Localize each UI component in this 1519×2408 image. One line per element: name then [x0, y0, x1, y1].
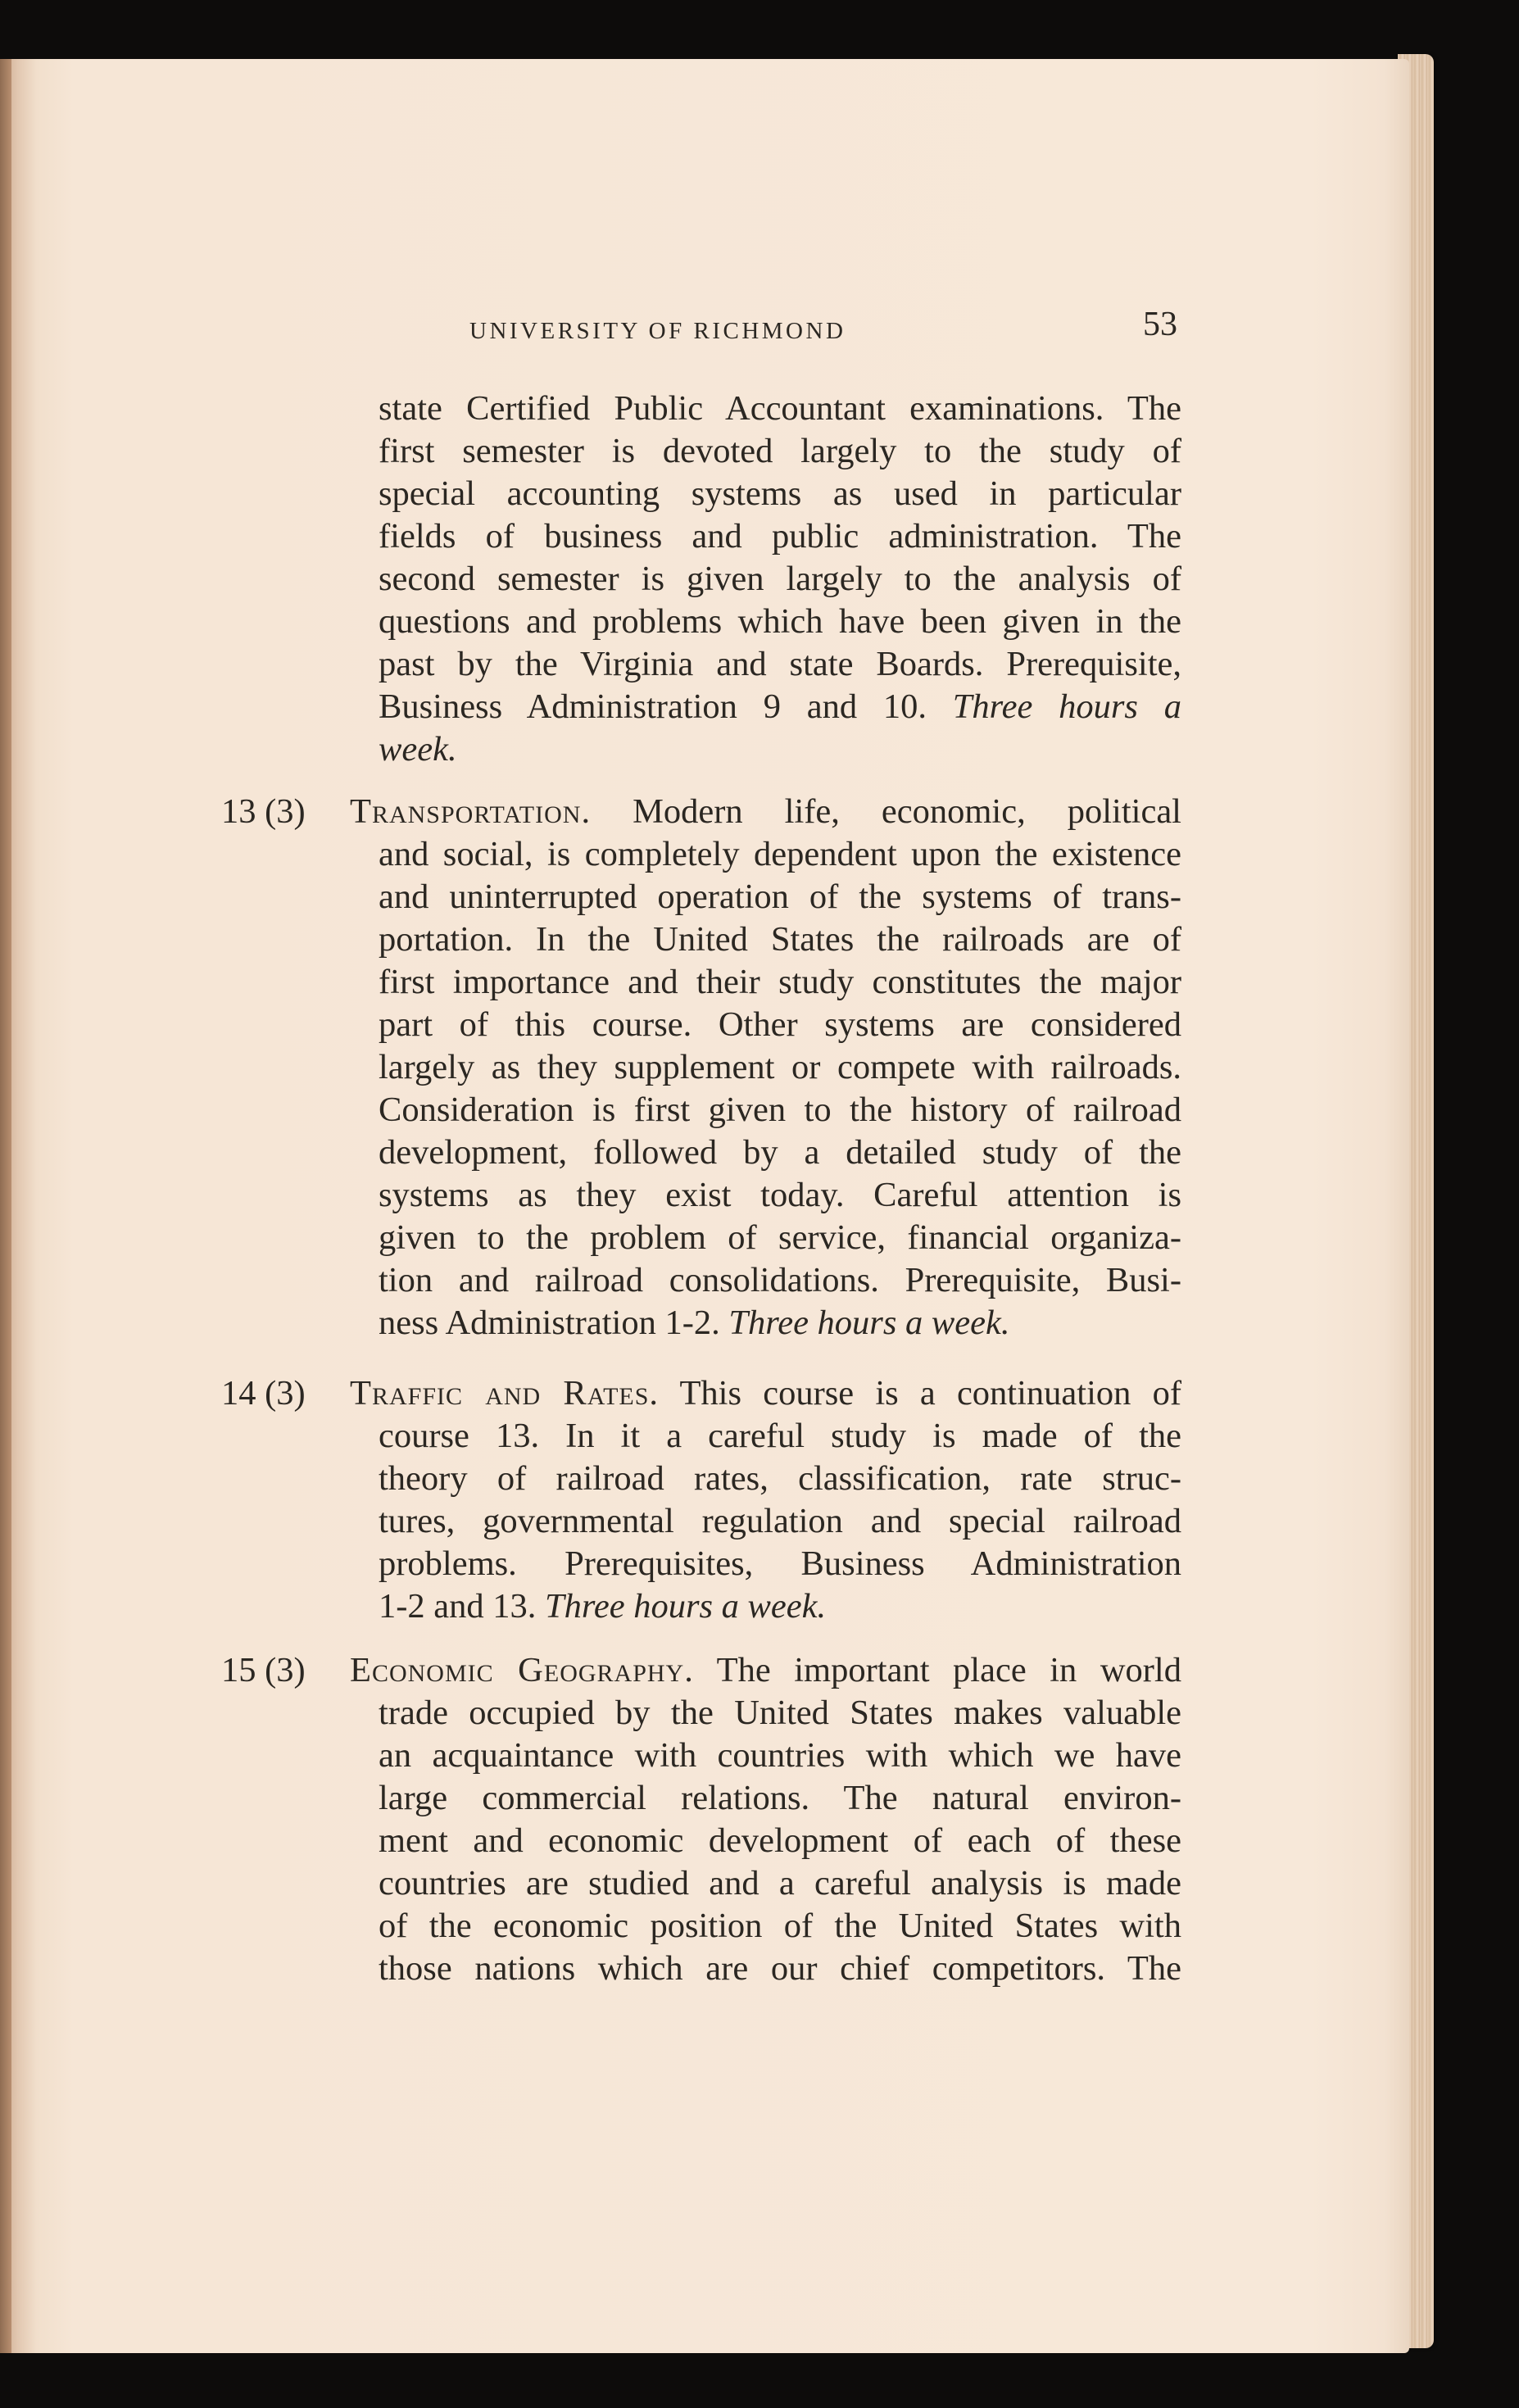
page-number: 53: [1143, 306, 1177, 343]
text-line: [379, 1585, 1181, 1628]
text-line: development, followed by a detailed study of the: [379, 1133, 1181, 1172]
text-line: countries are studied and a careful analysis is made: [379, 1864, 1181, 1902]
text-line: [379, 686, 1181, 728]
course-title: Economic Geography.: [350, 1651, 694, 1689]
text-run: The important place in world: [693, 1651, 1181, 1689]
text-line: Consideration is first given to the history of railroad: [379, 1091, 1181, 1129]
text-line: systems as they exist today. Careful attention is: [379, 1176, 1181, 1214]
italic-run: Three hours a: [952, 687, 1181, 726]
course-title: Traffic and Rates.: [350, 1374, 660, 1413]
text-line: course 13. In it a careful study is made of the: [379, 1417, 1181, 1455]
text-line: and social, is completely dependent upon the existence: [379, 835, 1181, 873]
text-line: questions and problems which have been given in the: [379, 602, 1181, 641]
continuation-paragraph: [379, 388, 1181, 771]
text-line: of the economic position of the United States with: [379, 1907, 1181, 1945]
text-line: fields of business and public administration. The: [379, 517, 1181, 556]
text-line: tion and railroad consolidations. Prerequisite, Busi-: [379, 1261, 1181, 1299]
text-line: those nations which are our chief competitors. The: [379, 1949, 1181, 1988]
running-head: UNIVERSITY OF RICHMOND: [469, 318, 846, 344]
italic-run: Three hours a week.: [728, 1304, 1010, 1342]
text-line: and uninterrupted operation of the systems of trans-: [379, 877, 1181, 916]
course-number: 13 (3): [221, 792, 306, 831]
text-line: first importance and their study constitutes the major: [379, 963, 1181, 1001]
italic-run: week.: [379, 730, 457, 769]
text-run: Modern life, economic, political: [591, 792, 1181, 831]
text-line: ment and economic development of each of these: [379, 1821, 1181, 1860]
text-line: trade occupied by the United States makes valuable: [379, 1694, 1181, 1732]
page-header: [469, 306, 1177, 357]
text-line: given to the problem of service, financial organiza-: [379, 1218, 1181, 1257]
text-line: [350, 1649, 1181, 1692]
text-line: second semester is given largely to the analysis of: [379, 560, 1181, 598]
text-line: portation. In the United States the railroads are of: [379, 920, 1181, 959]
text-line: theory of railroad rates, classification, rate struc-: [379, 1459, 1181, 1498]
text-run: 1-2 and 13.: [379, 1587, 546, 1626]
text-line: [350, 1372, 1181, 1415]
text-line: [379, 728, 1181, 771]
text-run: This course is a continuation of: [659, 1374, 1181, 1413]
text-line: part of this course. Other systems are considered: [379, 1005, 1181, 1044]
text-line: problems. Prerequisites, Business Administration: [379, 1544, 1181, 1583]
text-line: first semester is devoted largely to the study of: [379, 432, 1181, 470]
text-line: [379, 1302, 1181, 1345]
text-line: state Certified Public Accountant examinations. The: [379, 389, 1181, 428]
text-line: past by the Virginia and state Boards. Prerequisite,: [379, 645, 1181, 683]
text-run: ness Administration 1-2.: [379, 1304, 729, 1342]
italic-run: Three hours a week.: [545, 1587, 827, 1626]
text-line: special accounting systems as used in particular: [379, 474, 1181, 513]
course-title: Transportation.: [350, 792, 592, 831]
text-line: large commercial relations. The natural environ-: [379, 1779, 1181, 1817]
text-run: Business Administration 9 and 10.: [379, 687, 953, 726]
course-number: 15 (3): [221, 1651, 306, 1689]
course-number: 14 (3): [221, 1374, 306, 1413]
text-line: tures, governmental regulation and special railroad: [379, 1502, 1181, 1540]
text-line: [350, 791, 1181, 833]
text-line: an acquaintance with countries with which we have: [379, 1736, 1181, 1775]
text-line: largely as they supplement or compete with railroads.: [379, 1048, 1181, 1086]
